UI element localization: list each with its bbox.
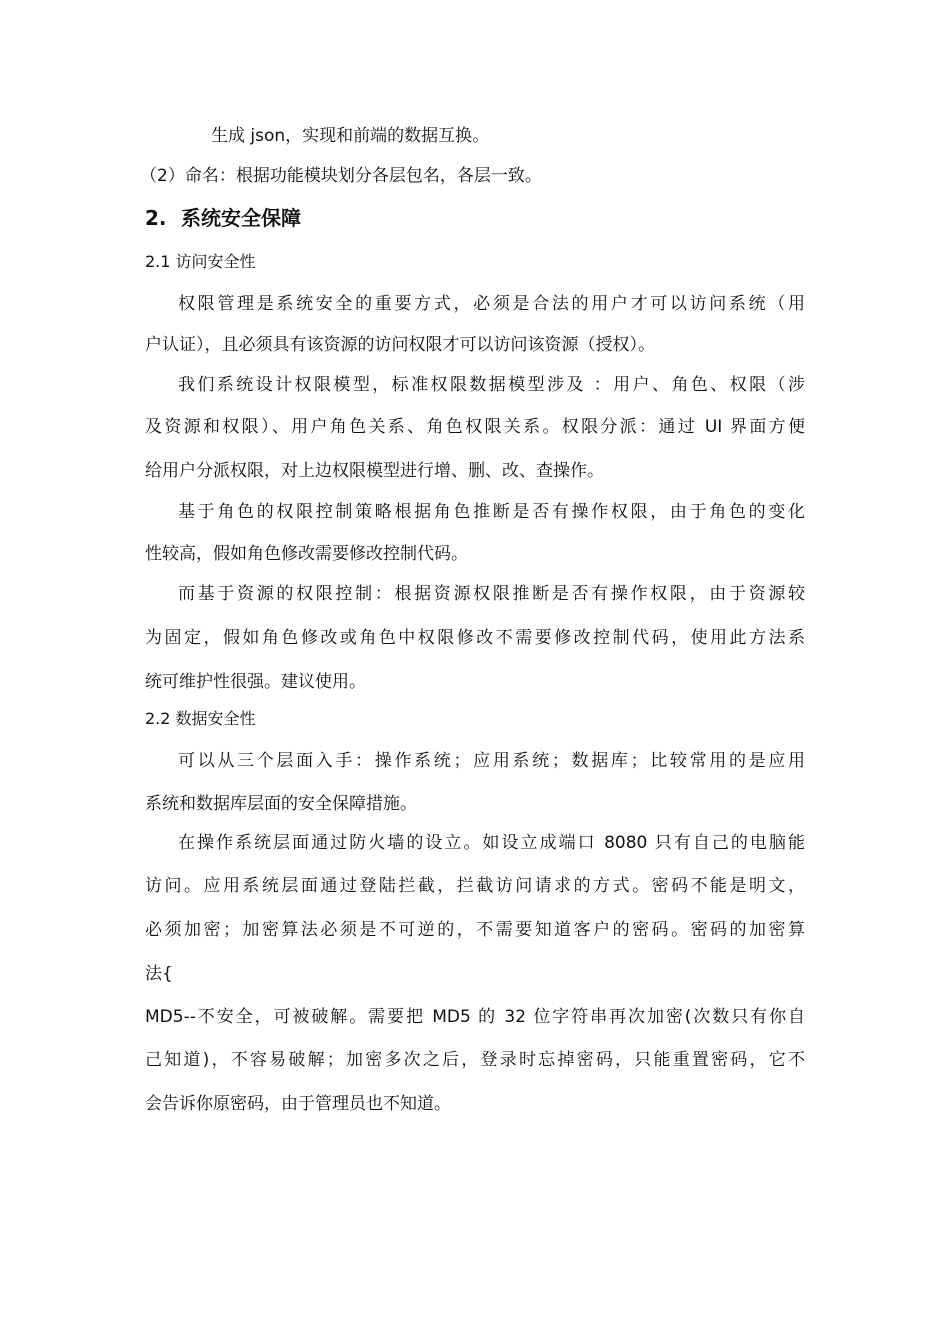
text-line: 我们系统设计权限模型，标准权限数据模型涉及 ：用户、角色、权限（涉 — [178, 375, 805, 395]
text-line: 性较高，假如角色修改需要修改控制代码。 — [145, 544, 468, 564]
text-line: 访问。应用系统层面通过登陆拦截，拦截访问请求的方式。密码不能是明文， — [145, 876, 805, 896]
subsection-heading: 2.1 访问安全性 — [145, 252, 256, 271]
text-line: 及资源和权限）、用户角色关系、角色权限关系。权限分派：通过 UI 界面方便 — [145, 417, 805, 437]
section-number: 2. — [145, 206, 167, 230]
text-line: 基于角色的权限控制策略根据角色推断是否有操作权限，由于角色的变化 — [178, 502, 805, 522]
text-line: 己知道)，不容易破解；加密多次之后，登录时忘掉密码，只能重置密码，它不 — [145, 1050, 805, 1070]
text-line: MD5--不安全，可被破解。需要把 MD5 的 32 位字符串再次加密(次数只有你自 — [145, 1007, 805, 1027]
subsection-heading: 2.2 数据安全性 — [145, 709, 256, 728]
text-line: 法{ — [145, 964, 173, 984]
text-line: 会告诉你原密码，由于管理员也不知道。 — [145, 1094, 451, 1114]
text-line: 生成 json，实现和前端的数据互换。 — [211, 126, 490, 146]
text-line: 户认证），且必须具有该资源的访问权限才可以访问该资源（授权）。 — [145, 335, 655, 355]
text-line: 在操作系统层面通过防火墙的设立。如设立成端口 8080 只有自己的电脑能 — [178, 833, 805, 853]
section-title: 系统安全保障 — [181, 206, 301, 230]
text-line: 为固定，假如角色修改或角色中权限修改不需要修改控制代码，使用此方法系 — [145, 628, 805, 648]
text-line: 统可维护性很强。建议使用。 — [145, 672, 366, 692]
text-line: （2）命名：根据功能模块划分各层包名，各层一致。 — [140, 166, 542, 186]
text-line: 可以从三个层面入手：操作系统；应用系统；数据库；比较常用的是应用 — [178, 751, 805, 771]
text-line: 权限管理是系统安全的重要方式，必须是合法的用户才可以访问系统（用 — [178, 294, 805, 314]
text-line: 必须加密；加密算法必须是不可逆的，不需要知道客户的密码。密码的加密算 — [145, 920, 805, 940]
text-line: 系统和数据库层面的安全保障措施。 — [145, 794, 417, 814]
text-line: 给用户分派权限，对上边权限模型进行增、删、改、查操作。 — [145, 461, 604, 481]
text-line: 而基于资源的权限控制：根据资源权限推断是否有操作权限，由于资源较 — [178, 584, 805, 604]
section-heading — [145, 205, 301, 231]
